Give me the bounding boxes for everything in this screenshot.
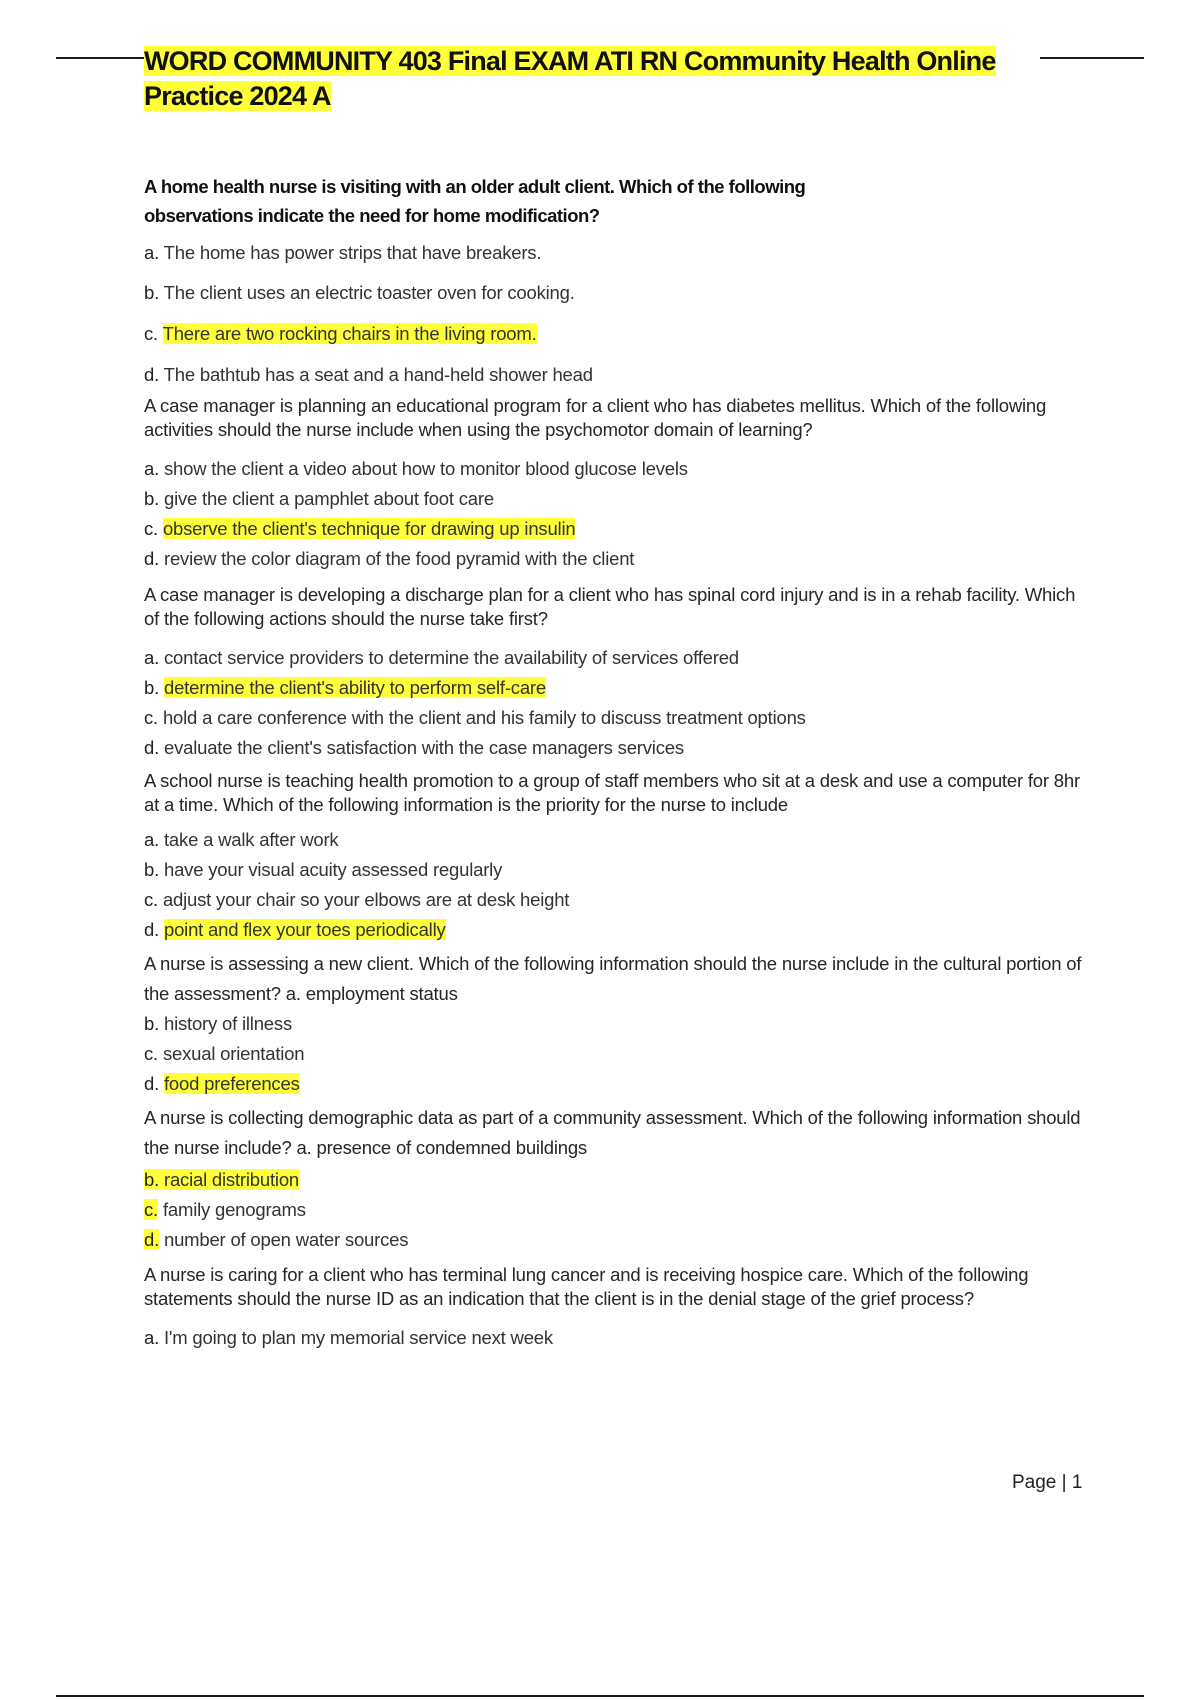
highlighted-answer: point and flex your toes periodically (163, 919, 446, 940)
highlighted-answer: There are two rocking chairs in the living room. (162, 323, 537, 344)
option-a: a. contact service providers to determine the availability of services offered (144, 647, 739, 668)
option-b: b. history of illness (144, 1013, 292, 1034)
question-stem: A home health nurse is visiting with an older adult client. Which of the following observations indicate the need for home modification? (144, 176, 806, 226)
option-c: c. There are two rocking chairs in the living room. (144, 323, 537, 344)
question-2 (144, 394, 1084, 574)
question-5 (144, 949, 1084, 1099)
option-c: c. adjust your chair so your elbows are at desk height (144, 889, 570, 910)
option-b: b. determine the client's ability to perform self-care (144, 677, 546, 698)
option-d: d. The bathtub has a seat and a hand-held shower head (144, 364, 593, 385)
header-rule-left (56, 57, 148, 59)
option-a: a. The home has power strips that have breakers. (144, 242, 542, 263)
option-d: d. food preferences (144, 1073, 300, 1094)
highlighted-answer: determine the client's ability to perform self-care (163, 677, 546, 698)
option-c: c. sexual orientation (144, 1043, 305, 1064)
page-number: Page | 1 (1012, 1472, 1083, 1493)
option-d: d. evaluate the client's satisfaction with the case managers services (144, 737, 684, 758)
question-stem: A case manager is planning an educational program for a client who has diabetes mellitus. Which of the following activities should the nurse include when using the psychomotor domain of learning? (144, 395, 1047, 440)
question-1 (144, 172, 1084, 390)
question-stem: A case manager is developing a discharge plan for a client who has spinal cord injury and is in a rehab facility. Which of the following actions should the nurse take first? (144, 584, 1076, 629)
question-stem: A nurse is collecting demographic data as part of a community assessment. Which of the following information should the nurse include? a. presence of condemned buildings (144, 1107, 1081, 1158)
option-b: b. have your visual acuity assessed regularly (144, 859, 503, 880)
option-b: b. The client uses an electric toaster oven for cooking. (144, 282, 575, 303)
highlighted-answer: food preferences (163, 1073, 300, 1094)
question-stem: A nurse is caring for a client who has terminal lung cancer and is receiving hospice care. Which of the following statements should the nurse ID as an indication that the client is in the denial stage of the grief process? (144, 1264, 1029, 1309)
option-c: c. observe the client's technique for drawing up insulin (144, 518, 576, 539)
question-stem: A school nurse is teaching health promotion to a group of staff members who sit at a desk and use a computer for 8hr at a time. Which of the following information is the priority for the nurse to include (144, 770, 1080, 815)
option-d: d. number of open water sources (144, 1229, 409, 1250)
question-7 (144, 1263, 1084, 1353)
question-3 (144, 583, 1084, 763)
option-b (144, 1165, 1084, 1195)
option-c: c. hold a care conference with the client and his family to discuss treatment options (144, 707, 806, 728)
option-a: a. show the client a video about how to monitor blood glucose levels (144, 458, 688, 479)
highlighted-answer: b. racial distribution (144, 1169, 299, 1190)
option-d: d. point and flex your toes periodically (144, 919, 446, 940)
document-title: WORD COMMUNITY 403 Final EXAM ATI RN Community Health Online Practice 2024 A (144, 46, 996, 111)
option-a: a. take a walk after work (144, 829, 339, 850)
highlighted-letter: d. (144, 1229, 160, 1250)
highlighted-answer: observe the client's technique for drawing up insulin (162, 518, 576, 539)
highlighted-letter: c. (144, 1199, 158, 1220)
question-6 (144, 1103, 1084, 1255)
option-a: a. I'm going to plan my memorial service next week (144, 1327, 553, 1348)
option-b: b. give the client a pamphlet about foot care (144, 488, 494, 509)
option-c: c. family genograms (144, 1199, 306, 1220)
question-stem: A nurse is assessing a new client. Which of the following information should the nurse include in the cultural portion of the assessment? a. employment status (144, 953, 1082, 1004)
option-d: d. review the color diagram of the food pyramid with the client (144, 548, 635, 569)
question-list (144, 172, 1084, 1353)
footer-rule (56, 1695, 1144, 1697)
header-rule-right (1040, 57, 1144, 59)
question-4 (144, 769, 1084, 945)
